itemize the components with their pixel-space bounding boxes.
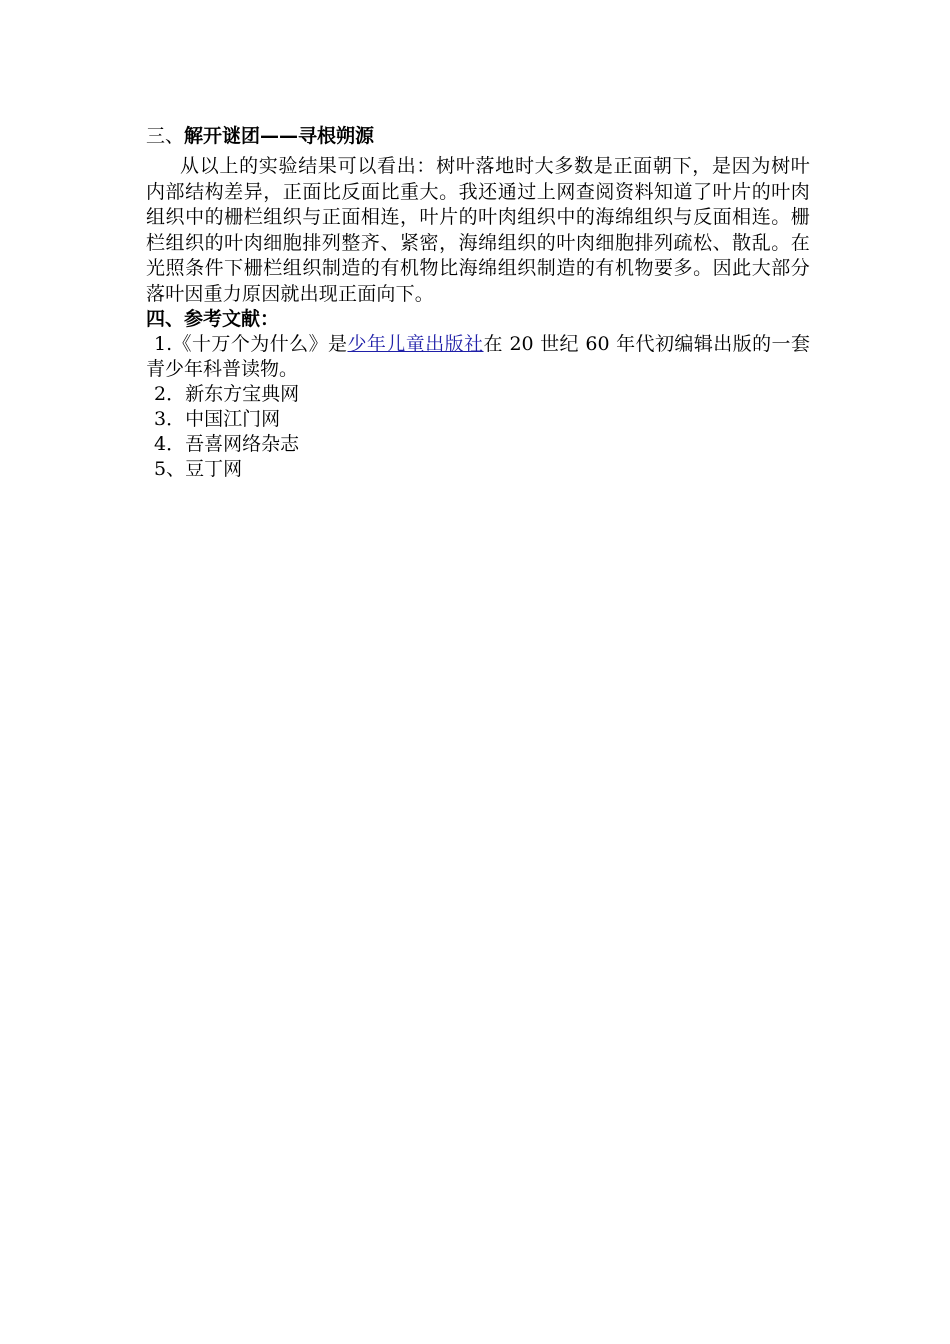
section-3-paragraph: 从以上的实验结果可以看出：树叶落地时大多数是正面朝下，是因为树叶内部结构差异，正面比反面比重大。我还通过上网查阅资料知道了叶片的叶肉组织中的栅栏组织与正面相连，叶片的叶肉组织中的海绵组织与反面相连。栅栏组织的叶肉细胞排列整齐、紧密，海绵组织的叶肉细胞排列疏松、散乱。在光照条件下栅栏组织制造的有机物比海绵组织制造的有机物要多。因此大部分落叶因重力原因就出现正面向下。: [146, 155, 810, 305]
reference-5: 5、豆丁网: [154, 458, 243, 480]
reference-1-before: 1.《十万个为什么》是: [154, 333, 348, 355]
reference-1: [146, 332, 810, 382]
document-page: [146, 122, 810, 482]
reference-3: 3．中国江门网: [154, 408, 281, 430]
reference-2: 2．新东方宝典网: [154, 383, 300, 405]
section-3-prefix: 三、: [146, 125, 185, 147]
section-3-heading: [146, 122, 810, 150]
section-3-title: 解开谜团——寻根朔源: [184, 125, 375, 147]
reference-4: 4．吾喜网络杂志: [154, 433, 300, 455]
section-4-heading: 四、参考文献：: [146, 308, 280, 330]
publisher-link[interactable]: 少年儿童出版社: [347, 333, 484, 355]
reference-1-after: 在 20 世纪 60 年代初编辑出版的一套青少年科普读物。: [146, 333, 810, 380]
